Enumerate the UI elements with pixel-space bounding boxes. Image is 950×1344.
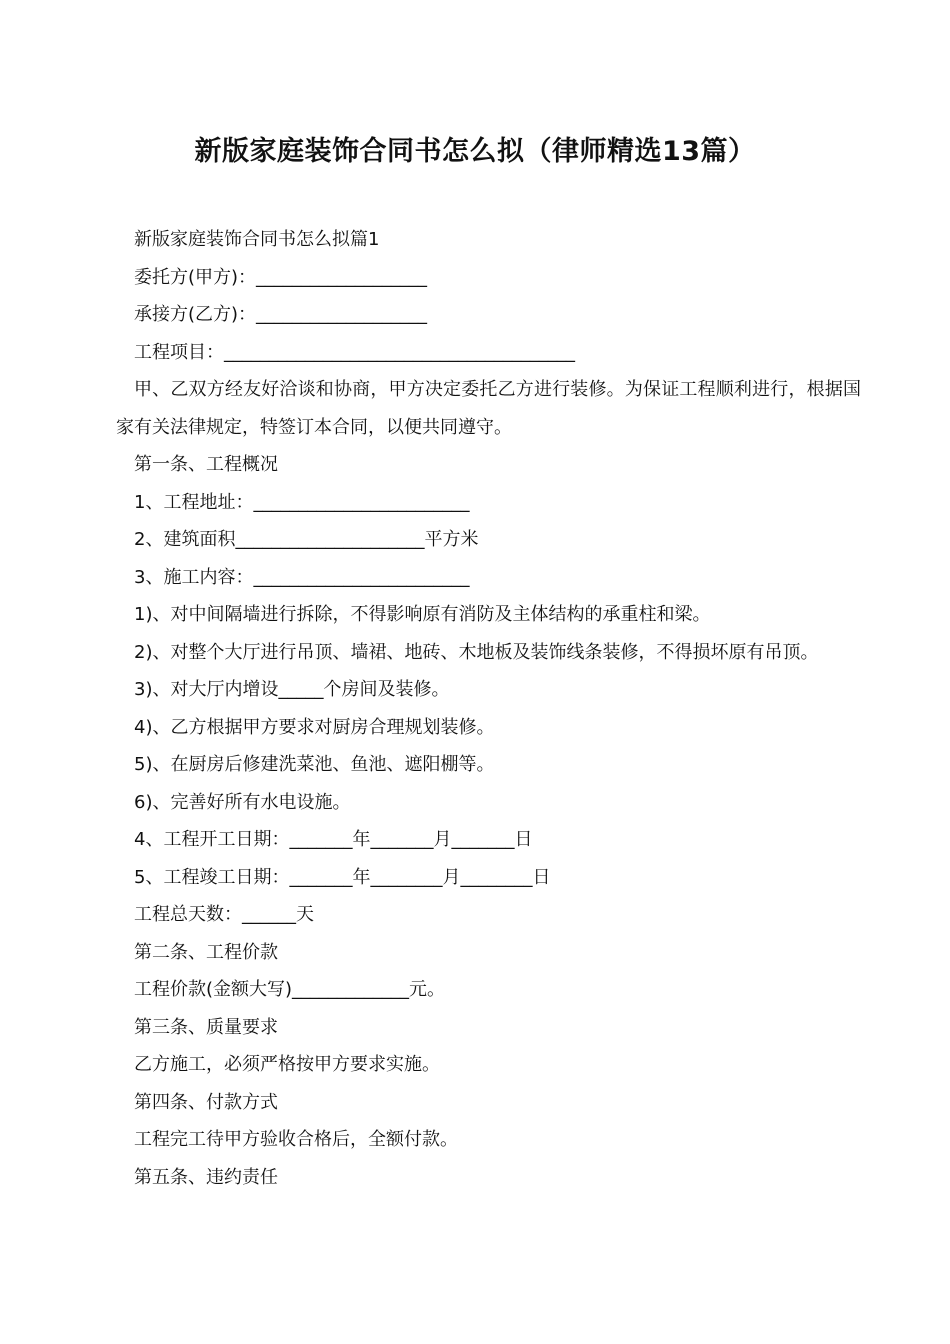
article-heading: 第一条、工程概况	[134, 454, 278, 475]
intro-paragraph: 甲、乙双方经友好洽谈和协商，甲方决定委托乙方进行装修。为保证工程顺利进行，根据国家有关法律规定，特签订本合同，以便共同遵守。	[116, 379, 861, 438]
scope-item: 3)、对大厅内增设_____个房间及装修。	[134, 679, 450, 700]
document-title: 新版家庭装饰合同书怎么拟（律师精选13篇）	[194, 136, 756, 167]
start-date-line: 4、工程开工日期：_______年_______月_______日	[134, 829, 533, 850]
end-date-line: 5、工程竣工日期：_______年________月________日	[134, 866, 551, 888]
scope-item: 2)、对整个大厅进行吊顶、墙裙、地砖、木地板及装饰线条装修，不得损坏原有吊顶。	[134, 641, 819, 663]
scope-item: 6)、完善好所有水电设施。	[134, 791, 351, 813]
article-heading: 第五条、违约责任	[134, 1166, 278, 1188]
payment-line: 工程完工待甲方验收合格后，全额付款。	[134, 1129, 458, 1150]
price-line: 工程价款(金额大写)_____________元。	[134, 979, 446, 1000]
article-heading: 第四条、付款方式	[134, 1091, 278, 1113]
address-line: 1、工程地址：________________________	[134, 491, 470, 513]
contractor-party-line: 承接方(乙方)：___________________	[134, 304, 428, 325]
scope-item: 5)、在厨房后修建洗菜池、鱼池、遮阳棚等。	[134, 754, 495, 775]
scope-item: 4)、乙方根据甲方要求对厨房合理规划装修。	[134, 716, 495, 738]
section-heading: 新版家庭装饰合同书怎么拟篇1	[134, 229, 380, 250]
total-days-line: 工程总天数：______天	[134, 904, 314, 925]
article-heading: 第三条、质量要求	[134, 1016, 278, 1038]
document-body	[116, 221, 861, 1196]
scope-line: 3、施工内容：________________________	[134, 566, 470, 588]
quality-line: 乙方施工，必须严格按甲方要求实施。	[134, 1054, 440, 1075]
article-heading: 第二条、工程价款	[134, 941, 278, 963]
project-line: 工程项目：_______________________________________	[134, 341, 575, 363]
scope-item: 1)、对中间隔墙进行拆除，不得影响原有消防及主体结构的承重柱和梁。	[134, 604, 711, 625]
area-line: 2、建筑面积_____________________平方米	[134, 529, 479, 550]
client-party-line: 委托方(甲方)：___________________	[134, 266, 428, 288]
